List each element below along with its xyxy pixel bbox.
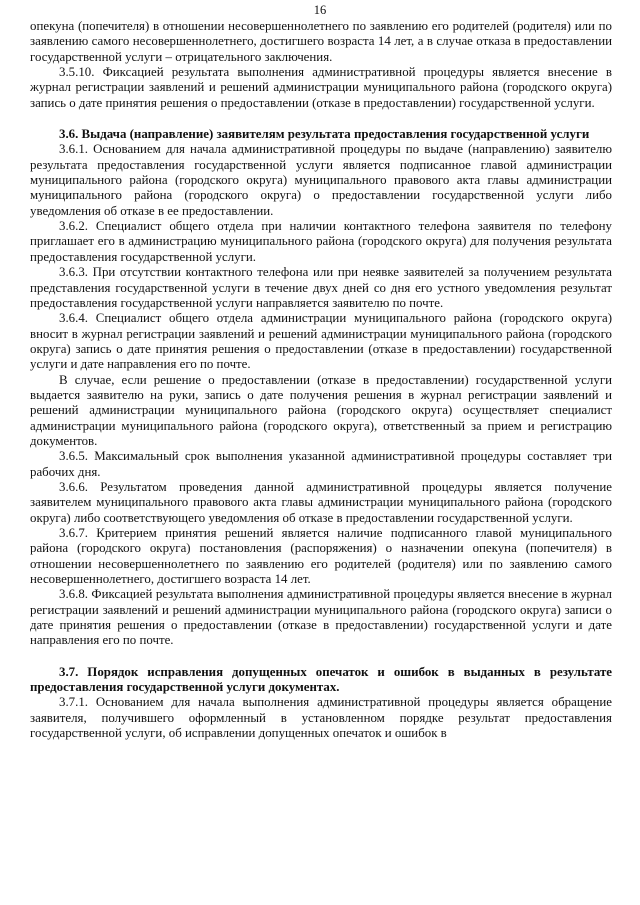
- paragraph-3-6-7: 3.6.7. Критерием принятия решений является наличие подписанного главой муниципального района (городского округа) постановления (распоряжения) о назначении опекуна (попечителя) в отношении несовершеннолетнего по заявлению его родителей (родителя) или по заявлению самого несовершеннолетнего, достигшего возраста 14 лет.: [30, 526, 612, 587]
- paragraph-3-6-6: 3.6.6. Результатом проведения данной административной процедуры является получение заявителем муниципального правового акта главы администрации муниципального района (городского округа) либо соответствующего уведомления об отказе в предоставлении государственной услуги.: [30, 479, 612, 525]
- page-number: 16: [313, 3, 327, 17]
- paragraph-3-5-10: 3.5.10. Фиксацией результата выполнения административной процедуры является внесение в журнал регистрации заявлений и решений администрации муниципального района (городского округа) запись о дате принятия решения о предоставлении (отказе в предоставлении) государственной услуги.: [30, 65, 612, 110]
- section-spacer: [30, 111, 612, 127]
- paragraph-3-7-1: 3.7.1. Основанием для начала выполнения административной процедуры является обращение заявителя, получившего оформленный в установленном порядке результат предоставления государственной услуги, об исправлении допущенных опечаток и ошибок в: [30, 695, 612, 741]
- paragraph-3-6-1: 3.6.1. Основанием для начала административной процедуры по выдаче (направлению) заявителю результата предоставления государственной услуги является подписанное главой администрации муниципального района (городского округа) муниципального правового акта главы администрации муниципального района (городского округа) о предоставлении государственной услуги либо уведомления об отказе в ее предоставлении.: [30, 142, 612, 218]
- paragraph-3-6-8: 3.6.8. Фиксацией результата выполнения административной процедуры является внесение в журнал регистрации заявлений и решений администрации муниципального района (городского округа) записи о дате принятия решения о предоставлении (отказе в предоставлении) государственной услуги и дате направления его по почте.: [30, 587, 612, 648]
- paragraph-3-6-4: 3.6.4. Специалист общего отдела администрации муниципального района (городского округа) вносит в журнал регистрации заявлений и решений администрации муниципального района (городского округа) запись о дате принятия решения о предоставлении (отказе в предоставлении) государственной услуги и дате направления его по почте.: [30, 311, 612, 372]
- paragraph-3-6-3: 3.6.3. При отсутствии контактного телефона или при неявке заявителей за получением результата представления государственной услуги в течение двух дней со дня его устного уведомления результат предоставления государственной услуги направляется заявителю по почте.: [30, 265, 612, 310]
- paragraph-3-5-9-continuation: опекуна (попечителя) в отношении несовершеннолетнего по заявлению его родителей (родителя) или по заявлению самого несовершеннолетнего, достигшего возраста 14 лет, а в случае отказа в предоставлении государственной услуги – отрицательного заключения.: [30, 19, 612, 64]
- section-spacer: [30, 649, 612, 665]
- paragraph-3-6-4-note: В случае, если решение о предоставлении (отказе в предоставлении) государственной услуги выдается заявителю на руки, запись о дате получения решения в журнал регистрации заявлений и решений администрации муниципального района (городского округа) осуществляет специалист администрации муниципального района (городского округа), ответственный за прием и регистрацию документов.: [30, 372, 612, 448]
- section-heading-3-7: 3.7. Порядок исправления допущенных опечаток и ошибок в выданных в результате предоставления государственной услуги документах.: [30, 664, 612, 695]
- document-body: [30, 19, 612, 741]
- section-heading-3-6: 3.6. Выдача (направление) заявителям результата предоставления государственной услуги: [59, 127, 590, 142]
- paragraph-3-6-2: 3.6.2. Специалист общего отдела при наличии контактного телефона заявителя по телефону приглашает его в администрацию муниципального района (городского округа) для получения результата предоставления государственной услуги.: [30, 219, 612, 264]
- paragraph-3-6-5: 3.6.5. Максимальный срок выполнения указанной административной процедуры составляет три рабочих дня.: [30, 449, 612, 479]
